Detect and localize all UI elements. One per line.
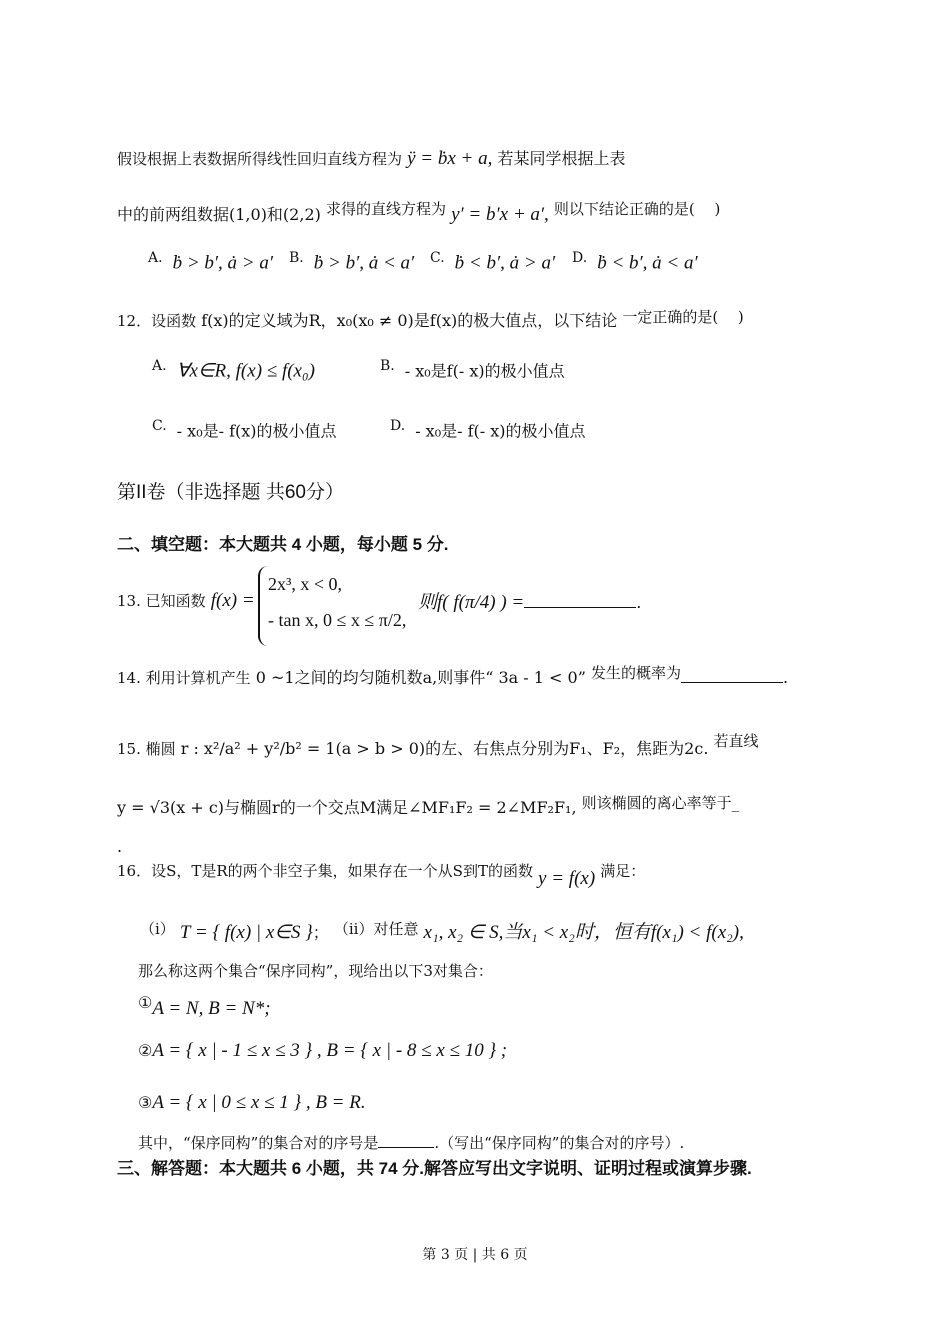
q12-option-b: B. - x₀是f(- x)的极小值点 — [380, 358, 565, 381]
q11-student-equation: y′ = b′x + a′, — [451, 204, 549, 225]
q16-stem: 16．设S，T是R的两个非空子集，如果存在一个从S到T的函数 y = f(x) 满足： — [117, 862, 646, 889]
q12-stem: 12．设函数 f(x)的定义域为R，x₀(x₀ ≠ 0)是f(x)的极大值点，以下结论 一定正确的是( ) — [117, 308, 744, 330]
q12-option-a: A. ∀x∈R, f(x) ≤ f(x₀) — [152, 358, 315, 382]
q11-text-tail: 若某同学根据上表 — [497, 149, 626, 168]
q11-data-points: 中的前两组数据(1,0)和(2,2) — [117, 205, 321, 224]
q11-line1 — [117, 148, 625, 170]
q11-mid: 求得的直线方程为 — [325, 200, 446, 218]
q15-line3: . — [117, 837, 123, 856]
q13-piecewise — [258, 566, 406, 646]
q16-item-1: ①A = N, B = N*; — [138, 993, 271, 1019]
page-footer: 第 3 页 | 共 6 页 — [422, 1247, 528, 1263]
fill-in-heading: 二、填空题：本大题共 4 小题，每小题 5 分. — [117, 535, 449, 554]
q15-line1: 15. 椭圆 r : x²/a² + y²/b² = 1(a > b > 0)的左、右焦点分别为F₁、F₂，焦距为2c. 若直线 — [117, 732, 759, 758]
q16-intro: 那么称这两个集合“保序同构”，现给出以下3对集合： — [138, 962, 493, 980]
answer-blank — [681, 668, 783, 683]
answer-heading: 三、解答题：本大题共 6 小题，共 74 分.解答应写出文字说明、证明过程或演算步骤. — [117, 1159, 752, 1178]
q11-option-c: C. ḃ < b′, ȧ > a′ — [430, 250, 556, 274]
q11-line2 — [117, 198, 720, 226]
q11-question: 则以下结论正确的是( ) — [553, 200, 721, 218]
q11-option-b: B. ḃ > b′, ȧ < a′ — [289, 250, 415, 274]
q13-question: 则f( f(π/4) ) = . — [418, 592, 642, 613]
q12-option-d: D. - x₀是- f(- x)的极小值点 — [390, 418, 586, 441]
q13-case1: 2x³, x < 0, — [268, 574, 343, 594]
q13-case2: - tan x, 0 ≤ x ≤ π/2, — [268, 610, 407, 630]
q11-option-d: D. ḃ < b′, ȧ < a′ — [572, 250, 698, 274]
q13-prefix: 13. 已知函数 f(x) = — [117, 590, 255, 611]
q12-option-c: C. - x₀是- f(x)的极小值点 — [152, 418, 337, 441]
q11-regression-equation: ÿ = ḃx + a, — [407, 148, 493, 169]
q16-question: 其中，“保序同构”的集合对的序号是 .（写出“保序同构”的集合对的序号）. — [138, 1134, 685, 1152]
answer-blank — [524, 593, 636, 608]
q14: 14. 利用计算机产生 0 ~1之间的均匀随机数a,则事件“ 3a - 1 < 0” 发生的概率为 . — [117, 664, 789, 687]
q11-text: 假设根据上表数据所得线性回归直线方程为 — [117, 150, 403, 168]
q11-option-a: A. ḃ > b′, ȧ > a′ — [148, 250, 274, 274]
answer-blank — [378, 1133, 434, 1148]
q16-item-2: ②A = { x | - 1 ≤ x ≤ 3 } , B = { x | - 8 ≤ x ≤ 10 } ; — [138, 1040, 508, 1061]
q16-conditions: （i） T = { f(x) | x∈S }； （ii）对任意 x₁, x₂ ∈ S,当x₁ < x₂时，恒有f(x₁) < f(x₂), — [140, 920, 744, 943]
q15-line2: y = √3(x + c)与椭圆r的一个交点M满足∠MF₁F₂ = 2∠MF₂F₁, 则该椭圆的离心率等于_ — [117, 794, 740, 817]
q16-item-3: ③A = { x | 0 ≤ x ≤ 1 } , B = R. — [138, 1092, 366, 1113]
section-title: 第II卷（非选择题 共60分） — [117, 482, 344, 503]
